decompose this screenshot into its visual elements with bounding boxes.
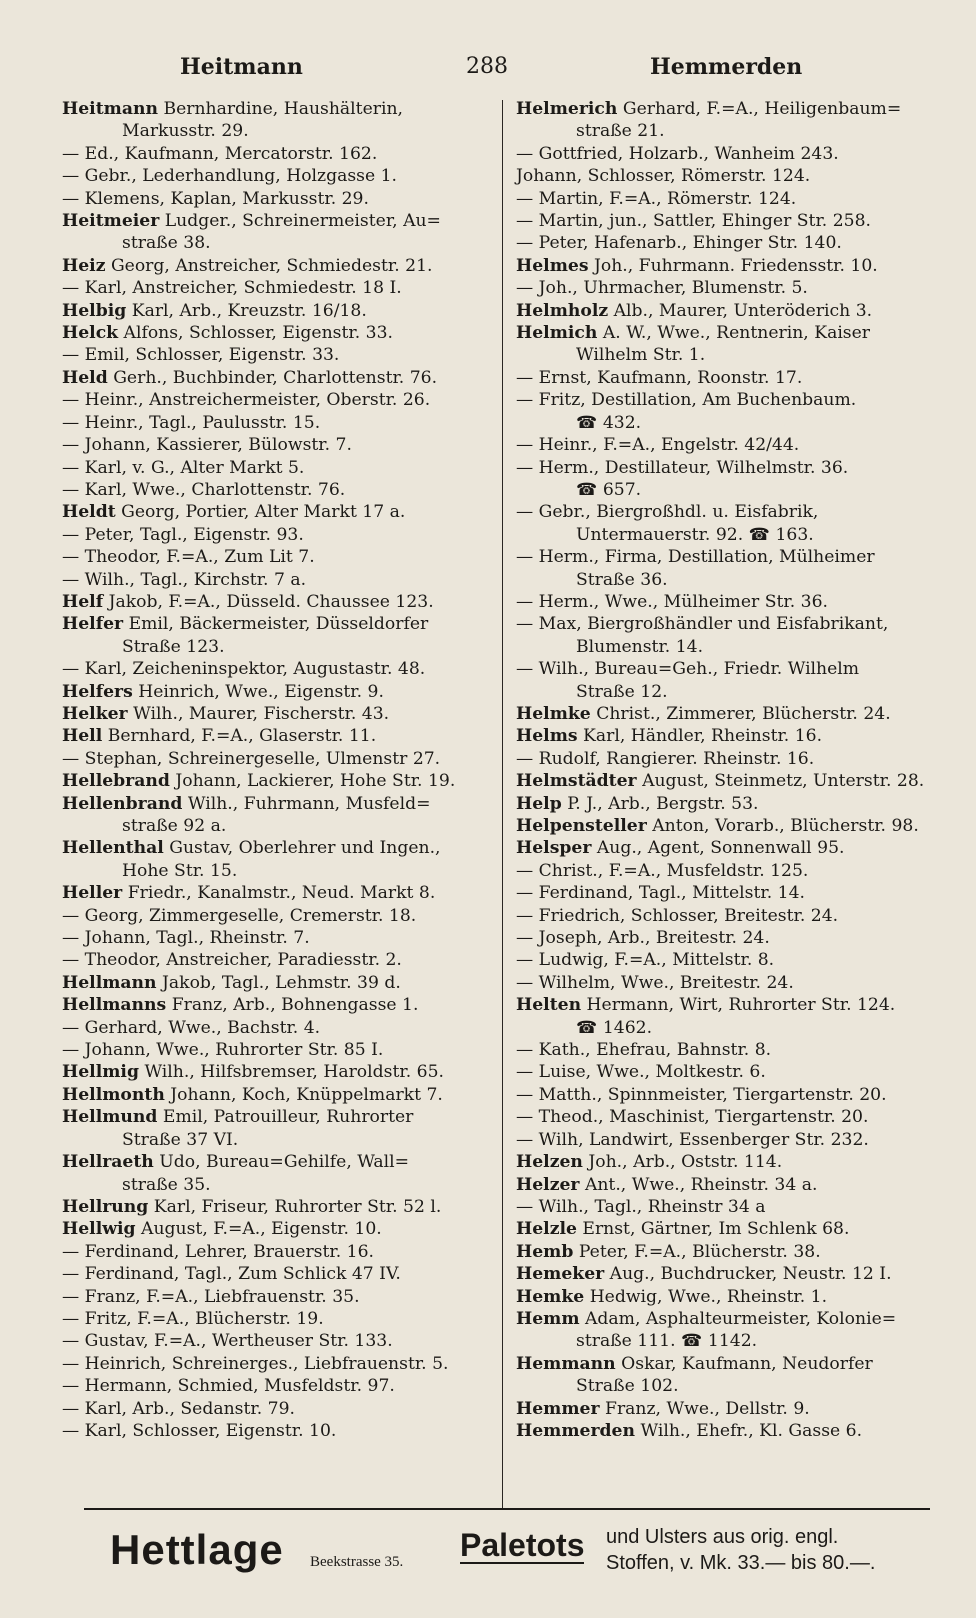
bottom-rule — [84, 1508, 930, 1510]
directory-entry — [516, 143, 946, 165]
directory-entry — [516, 434, 946, 456]
entry-surname: Helfers — [62, 681, 133, 702]
entry-continuation: Straße 102. — [576, 1376, 679, 1397]
entry-text: — Gustav, F.=A., Wertheuser Str. 133. — [62, 1331, 393, 1352]
directory-entry — [62, 681, 492, 703]
directory-entry — [62, 98, 492, 120]
directory-entry — [62, 725, 492, 747]
entry-text: Johann, Schlosser, Römerstr. 124. — [516, 166, 811, 187]
directory-entry — [516, 1286, 946, 1308]
entry-text: Emil, Patrouilleur, Ruhrorter — [162, 1107, 414, 1128]
directory-entry — [516, 882, 946, 904]
directory-entry — [516, 1420, 946, 1442]
entry-continuation: Straße 12. — [576, 681, 668, 702]
entry-surname: Helfer — [62, 614, 124, 635]
entry-text: — Wilh., Bureau=Geh., Friedr. Wilhelm — [516, 659, 860, 680]
directory-entry — [516, 457, 946, 479]
entry-text: — Ed., Kaufmann, Mercatorstr. 162. — [62, 143, 378, 164]
directory-entry — [62, 837, 492, 859]
directory-entry — [62, 703, 492, 725]
directory-entry — [62, 1039, 492, 1061]
directory-entry — [516, 322, 946, 344]
directory-entry — [516, 389, 946, 411]
entry-surname: Helbig — [62, 300, 127, 321]
directory-entry — [62, 927, 492, 949]
directory-entry — [62, 1196, 492, 1218]
entry-text: — Gerhard, Wwe., Bachstr. 4. — [62, 1017, 321, 1038]
entry-text: Jakob, F.=A., Düsseld. Chaussee 123. — [108, 591, 434, 612]
directory-entry — [516, 613, 946, 635]
directory-entry — [516, 165, 946, 187]
entry-text: Wilh., Maurer, Fischerstr. 43. — [133, 703, 390, 724]
entry-text: — Herm., Destillateur, Wilhelmstr. 36. — [516, 457, 849, 478]
entry-text: Wilh., Ehefr., Kl. Gasse 6. — [640, 1420, 863, 1441]
directory-entry — [516, 658, 946, 680]
directory-entry — [62, 1263, 492, 1285]
directory-entry — [516, 837, 946, 859]
entry-text: Karl, Friseur, Ruhrorter Str. 52 l. — [153, 1196, 442, 1217]
entry-surname: Help — [516, 793, 562, 814]
entry-text: Joh., Arb., Oststr. 114. — [588, 1152, 783, 1173]
directory-entry — [62, 1017, 492, 1039]
directory-entry — [62, 591, 492, 613]
directory-entry — [516, 1106, 946, 1128]
directory-entry — [62, 389, 492, 411]
entry-text: Gerhard, F.=A., Heiligenbaum= — [622, 99, 902, 119]
directory-entry — [62, 770, 492, 792]
entry-text: Adam, Asphalteurmeister, Kolonie= — [585, 1308, 897, 1329]
entry-text: — Martin, jun., Sattler, Ehinger Str. 258. — [516, 211, 871, 232]
header-first-name: Heitmann — [180, 54, 303, 80]
advertisement — [110, 1514, 940, 1594]
entry-text: — Hermann, Schmied, Musfeldstr. 97. — [62, 1376, 395, 1397]
entry-text: Ludger., Schreinermeister, Au= — [164, 211, 441, 232]
entry-text: Gustav, Oberlehrer und Ingen., — [169, 838, 441, 859]
entry-text: — Theod., Maschinist, Tiergartenstr. 20. — [516, 1107, 869, 1128]
directory-entry — [62, 546, 492, 568]
ad-line-1: und Ulsters aus orig. engl. — [606, 1526, 839, 1548]
entry-text: — Karl, Anstreicher, Schmiedestr. 18 I. — [62, 278, 402, 299]
directory-entry — [516, 1061, 946, 1083]
entry-text: Alfons, Schlosser, Eigenstr. 33. — [123, 323, 393, 344]
entry-text: — Fritz, F.=A., Blücherstr. 19. — [62, 1308, 324, 1329]
entry-text: — Wilh., Tagl., Kirchstr. 7 a. — [62, 569, 307, 590]
entry-text: Jakob, Tagl., Lehmstr. 39 d. — [162, 972, 401, 993]
entry-text: — Wilh., Tagl., Rheinstr 34 a — [516, 1196, 766, 1217]
directory-entry — [516, 972, 946, 994]
entry-text: Emil, Bäckermeister, Düsseldorfer — [128, 614, 429, 635]
entry-surname: Hellenthal — [62, 838, 164, 859]
entry-surname: Held — [62, 367, 108, 388]
ad-address: Beekstrasse 35. — [310, 1554, 404, 1570]
directory-entry — [62, 1241, 492, 1263]
entry-surname: Helker — [62, 703, 128, 724]
ad-name: Hettlage — [110, 1526, 284, 1573]
directory-entry — [516, 1129, 946, 1151]
directory-entry — [516, 949, 946, 971]
ad-line-2: Stoffen, v. Mk. 33.— bis 80.—. — [606, 1552, 876, 1574]
entry-surname: Helmholz — [516, 300, 609, 321]
entry-surname: Hellmund — [62, 1107, 158, 1128]
entry-text: Wilh., Hilfsbremser, Haroldstr. 65. — [144, 1062, 444, 1083]
directory-entry — [516, 748, 946, 770]
directory-entry — [62, 434, 492, 456]
entry-text: — Christ., F.=A., Musfeldstr. 125. — [516, 860, 809, 881]
entry-surname: Helck — [62, 323, 119, 344]
entry-text: Ant., Wwe., Rheinstr. 34 a. — [584, 1174, 818, 1195]
entry-continuation: Hohe Str. 15. — [122, 860, 238, 881]
entry-text: A. W., Wwe., Rentnerin, Kaiser — [602, 323, 871, 344]
entry-continuation: Straße 123. — [122, 636, 225, 657]
entry-surname: Helzen — [516, 1152, 583, 1173]
entry-text: — Gottfried, Holzarb., Wanheim 243. — [516, 143, 839, 164]
directory-entry — [516, 1308, 946, 1330]
entry-surname: Heitmeier — [62, 211, 160, 232]
entry-text: — Heinr., Tagl., Paulusstr. 15. — [62, 412, 321, 433]
directory-entry — [516, 1196, 946, 1218]
entry-continuation: straße 92 a. — [122, 816, 227, 836]
directory-entry — [516, 1263, 946, 1285]
entry-text: — Peter, Tagl., Eigenstr. 93. — [62, 524, 304, 545]
directory-entry — [62, 882, 492, 904]
entry-text: — Heinr., F.=A., Engelstr. 42/44. — [516, 435, 800, 456]
directory-entry — [516, 815, 946, 837]
entry-continuation: Wilhelm Str. 1. — [576, 345, 706, 366]
entry-text: Alb., Maurer, Unteröderich 3. — [613, 300, 873, 321]
entry-surname: Hell — [62, 726, 103, 747]
directory-entry — [62, 367, 492, 389]
directory-entry — [516, 927, 946, 949]
directory-entry — [516, 994, 946, 1016]
entry-surname: Hellebrand — [62, 771, 170, 792]
entry-text: — Peter, Hafenarb., Ehinger Str. 140. — [516, 233, 842, 254]
directory-entry — [62, 412, 492, 434]
directory-entry — [516, 703, 946, 725]
entry-text: Bernhardine, Haushälterin, — [163, 99, 403, 119]
entry-text: — Friedrich, Schlosser, Breitestr. 24. — [516, 905, 839, 926]
directory-entry — [62, 1308, 492, 1330]
entry-text: — Klemens, Kaplan, Markusstr. 29. — [62, 188, 369, 209]
entry-text: Franz, Arb., Bohnengasse 1. — [171, 995, 419, 1016]
directory-entry — [516, 188, 946, 210]
entry-surname: Hemmann — [516, 1353, 616, 1374]
entry-continuation: Markusstr. 29. — [122, 121, 249, 142]
entry-text: — Johann, Kassierer, Bülowstr. 7. — [62, 435, 352, 456]
entry-text: — Theodor, Anstreicher, Paradiesstr. 2. — [62, 950, 402, 971]
entry-surname: Hellmonth — [62, 1084, 165, 1105]
directory-entry — [62, 1218, 492, 1240]
entry-surname: Hemb — [516, 1241, 574, 1262]
directory-entry — [516, 1174, 946, 1196]
directory-entry — [62, 165, 492, 187]
entry-text: Joh., Fuhrmann. Friedensstr. 10. — [593, 255, 878, 276]
entry-text: — Martin, F.=A., Römerstr. 124. — [516, 188, 797, 209]
entry-text: Friedr., Kanalmstr., Neud. Markt 8. — [127, 883, 436, 904]
directory-entry — [516, 255, 946, 277]
entry-text: Karl, Arb., Kreuzstr. 16/18. — [131, 300, 367, 321]
entry-continuation: Straße 36. — [576, 569, 668, 590]
entry-continuation: straße 21. — [576, 121, 665, 142]
entry-text: August, F.=A., Eigenstr. 10. — [141, 1219, 382, 1240]
column-divider — [502, 100, 503, 1508]
entry-text: Heinrich, Wwe., Eigenstr. 9. — [138, 681, 384, 702]
entry-text: — Matth., Spinnmeister, Tiergartenstr. 20. — [516, 1084, 887, 1105]
ad-product: Paletots — [460, 1527, 585, 1563]
directory-entry — [62, 1106, 492, 1128]
header-last-name: Hemmerden — [650, 54, 803, 80]
directory-entry — [516, 860, 946, 882]
entry-surname: Helten — [516, 995, 582, 1016]
entry-surname: Helf — [62, 591, 104, 612]
entry-surname: Helms — [516, 726, 578, 747]
entry-surname: Hemeker — [516, 1264, 605, 1285]
directory-entry — [516, 546, 946, 568]
directory-entry — [62, 344, 492, 366]
entry-text: Bernhard, F.=A., Glaserstr. 11. — [107, 726, 377, 747]
entry-continuation: ☎ 1462. — [576, 1017, 653, 1038]
entry-text: Georg, Portier, Alter Markt 17 a. — [121, 502, 406, 523]
entry-text: — Fritz, Destillation, Am Buchenbaum. — [516, 390, 857, 411]
entry-text: August, Steinmetz, Unterstr. 28. — [642, 771, 925, 792]
directory-entry — [516, 770, 946, 792]
directory-entry — [62, 1398, 492, 1420]
directory-entry — [62, 793, 492, 815]
entry-text: Karl, Händler, Rheinstr. 16. — [583, 726, 823, 747]
directory-entry — [62, 255, 492, 277]
entry-surname: Helzer — [516, 1174, 580, 1195]
entry-surname: Helsper — [516, 838, 592, 859]
entry-surname: Heiz — [62, 255, 106, 276]
entry-text: Hermann, Wirt, Ruhrorter Str. 124. — [586, 995, 896, 1016]
right-column — [516, 98, 946, 1442]
entry-text: — Kath., Ehefrau, Bahnstr. 8. — [516, 1040, 772, 1061]
entry-text: Gerh., Buchbinder, Charlottenstr. 76. — [113, 367, 438, 388]
entry-text: — Joh., Uhrmacher, Blumenstr. 5. — [516, 278, 808, 299]
entry-text: — Max, Biergroßhändler und Eisfabrikant, — [516, 614, 889, 635]
directory-entry — [516, 277, 946, 299]
entry-surname: Hemmerden — [516, 1420, 635, 1441]
entry-text: — Franz, F.=A., Liebfrauenstr. 35. — [62, 1286, 360, 1307]
entry-text: Johann, Koch, Knüppelmarkt 7. — [170, 1084, 443, 1105]
directory-entry — [516, 1398, 946, 1420]
entry-surname: Hemmer — [516, 1398, 600, 1419]
directory-entry — [62, 658, 492, 680]
entry-text: Aug., Agent, Sonnenwall 95. — [596, 838, 845, 859]
entry-text: — Ferdinand, Tagl., Zum Schlick 47 IV. — [62, 1264, 401, 1285]
entry-text: — Karl, Zeicheninspektor, Augustastr. 48. — [62, 659, 426, 680]
directory-entry — [62, 300, 492, 322]
directory-entry — [62, 994, 492, 1016]
directory-entry — [516, 1218, 946, 1240]
entry-text: — Wilh, Landwirt, Essenberger Str. 232. — [516, 1129, 869, 1150]
directory-entry — [516, 232, 946, 254]
entry-text: — Herm., Wwe., Mülheimer Str. 36. — [516, 591, 828, 612]
directory-entry — [62, 1084, 492, 1106]
entry-text: — Ferdinand, Tagl., Mittelstr. 14. — [516, 883, 805, 904]
entry-surname: Helmstädter — [516, 771, 637, 792]
entry-surname: Hellmanns — [62, 995, 167, 1016]
entry-text: — Karl, Wwe., Charlottenstr. 76. — [62, 479, 346, 500]
entry-text: Peter, F.=A., Blücherstr. 38. — [578, 1241, 821, 1262]
directory-entry — [516, 367, 946, 389]
entry-surname: Hellmig — [62, 1062, 139, 1083]
entry-text: — Heinr., Anstreichermeister, Oberstr. 26. — [62, 390, 431, 411]
entry-surname: Hemke — [516, 1286, 585, 1307]
directory-entry — [62, 501, 492, 523]
entry-surname: Hellmann — [62, 972, 157, 993]
directory-entry — [62, 457, 492, 479]
directory-entry — [62, 1420, 492, 1442]
entry-text: Hedwig, Wwe., Rheinstr. 1. — [589, 1286, 828, 1307]
directory-entry — [516, 1084, 946, 1106]
directory-entry — [516, 300, 946, 322]
entry-continuation: ☎ 657. — [576, 479, 642, 500]
directory-entry — [62, 479, 492, 501]
directory-entry — [62, 210, 492, 232]
entry-continuation: ☎ 432. — [576, 412, 642, 433]
entry-continuation: Untermauerstr. 92. ☎ 163. — [576, 524, 814, 545]
entry-surname: Hellrung — [62, 1196, 149, 1217]
entry-text: — Heinrich, Schreinerges., Liebfrauenstr. 5. — [62, 1353, 449, 1374]
entry-text: — Ludwig, F.=A., Mittelstr. 8. — [516, 950, 775, 971]
directory-entry — [62, 322, 492, 344]
directory-entry — [516, 905, 946, 927]
entry-surname: Heller — [62, 883, 123, 904]
directory-entry — [62, 277, 492, 299]
entry-continuation: Straße 37 VI. — [122, 1129, 239, 1150]
directory-entry — [62, 949, 492, 971]
page-number: 288 — [466, 54, 508, 79]
directory-entry — [62, 1330, 492, 1352]
entry-surname: Hellenbrand — [62, 793, 183, 814]
entry-text: — Karl, Schlosser, Eigenstr. 10. — [62, 1420, 337, 1441]
directory-entry — [62, 748, 492, 770]
directory-entry — [62, 1375, 492, 1397]
entry-text: — Karl, v. G., Alter Markt 5. — [62, 457, 305, 478]
entry-surname: Heldt — [62, 502, 116, 523]
entry-text: — Herm., Firma, Destillation, Mülheimer — [516, 547, 875, 568]
directory-entry — [62, 905, 492, 927]
directory-entry — [516, 1353, 946, 1375]
entry-text: — Theodor, F.=A., Zum Lit 7. — [62, 547, 315, 568]
entry-surname: Hellraeth — [62, 1152, 154, 1173]
entry-text: — Gebr., Biergroßhdl. u. Eisfabrik, — [516, 502, 819, 523]
entry-text: — Wilhelm, Wwe., Breitestr. 24. — [516, 972, 794, 993]
entry-continuation: straße 111. ☎ 1142. — [576, 1331, 758, 1352]
entry-surname: Helzle — [516, 1219, 577, 1240]
directory-entry — [516, 793, 946, 815]
entry-text: — Johann, Wwe., Ruhrorter Str. 85 I. — [62, 1040, 384, 1061]
entry-continuation: straße 35. — [122, 1174, 211, 1195]
entry-text: Wilh., Fuhrmann, Musfeld= — [187, 793, 431, 814]
entry-surname: Helmich — [516, 323, 598, 344]
entry-surname: Heitmann — [62, 99, 158, 119]
entry-text: Franz, Wwe., Dellstr. 9. — [605, 1398, 810, 1419]
entry-surname: Helmke — [516, 703, 591, 724]
directory-entry — [62, 1286, 492, 1308]
directory-entry — [516, 98, 946, 120]
entry-text: — Ferdinand, Lehrer, Brauerstr. 16. — [62, 1241, 374, 1262]
entry-text: — Luise, Wwe., Moltkestr. 6. — [516, 1062, 766, 1083]
directory-entry — [62, 613, 492, 635]
directory-entry — [516, 1241, 946, 1263]
entry-text: Ernst, Gärtner, Im Schlenk 68. — [582, 1219, 850, 1240]
entry-text: Anton, Vorarb., Blücherstr. 98. — [652, 816, 919, 836]
entry-text: — Joseph, Arb., Breitestr. 24. — [516, 928, 770, 949]
directory-entry — [62, 524, 492, 546]
entry-surname: Helmerich — [516, 99, 618, 119]
left-column — [62, 98, 492, 1442]
entry-surname: Hemm — [516, 1308, 580, 1329]
entry-text: — Rudolf, Rangierer. Rheinstr. 16. — [516, 748, 815, 769]
directory-entry — [62, 1353, 492, 1375]
directory-entry — [62, 569, 492, 591]
entry-text: — Georg, Zimmergeselle, Cremerstr. 18. — [62, 905, 417, 926]
entry-text: Johann, Lackierer, Hohe Str. 19. — [175, 771, 456, 792]
directory-entry — [516, 210, 946, 232]
entry-text: — Ernst, Kaufmann, Roonstr. 17. — [516, 367, 803, 388]
directory-entry — [62, 972, 492, 994]
entry-surname: Helmes — [516, 255, 589, 276]
directory-entry — [516, 1039, 946, 1061]
directory-entry — [516, 1151, 946, 1173]
directory-entry — [62, 188, 492, 210]
directory-entry — [62, 1061, 492, 1083]
entry-text: — Gebr., Lederhandlung, Holzgasse 1. — [62, 166, 398, 187]
directory-entry — [516, 591, 946, 613]
entry-surname: Hellwig — [62, 1219, 136, 1240]
entry-text: — Emil, Schlosser, Eigenstr. 33. — [62, 345, 340, 366]
entry-continuation: Blumenstr. 14. — [576, 636, 704, 657]
entry-text: Georg, Anstreicher, Schmiedestr. 21. — [110, 255, 433, 276]
entry-text: — Stephan, Schreinergeselle, Ulmenstr 27. — [62, 748, 441, 769]
entry-text: P. J., Arb., Bergstr. 53. — [567, 793, 759, 814]
directory-entry — [62, 143, 492, 165]
entry-text: Oskar, Kaufmann, Neudorfer — [621, 1353, 873, 1374]
entry-text: — Johann, Tagl., Rheinstr. 7. — [62, 928, 310, 949]
entry-text: Udo, Bureau=Gehilfe, Wall= — [159, 1152, 410, 1173]
entry-continuation: straße 38. — [122, 233, 211, 254]
entry-surname: Helpensteller — [516, 816, 647, 836]
page-header — [0, 48, 976, 88]
entry-text: Christ., Zimmerer, Blücherstr. 24. — [596, 703, 891, 724]
directory-entry — [516, 501, 946, 523]
directory-entry — [516, 725, 946, 747]
entry-text: — Karl, Arb., Sedanstr. 79. — [62, 1398, 295, 1419]
entry-text: Aug., Buchdrucker, Neustr. 12 I. — [609, 1264, 892, 1285]
directory-entry — [62, 1151, 492, 1173]
